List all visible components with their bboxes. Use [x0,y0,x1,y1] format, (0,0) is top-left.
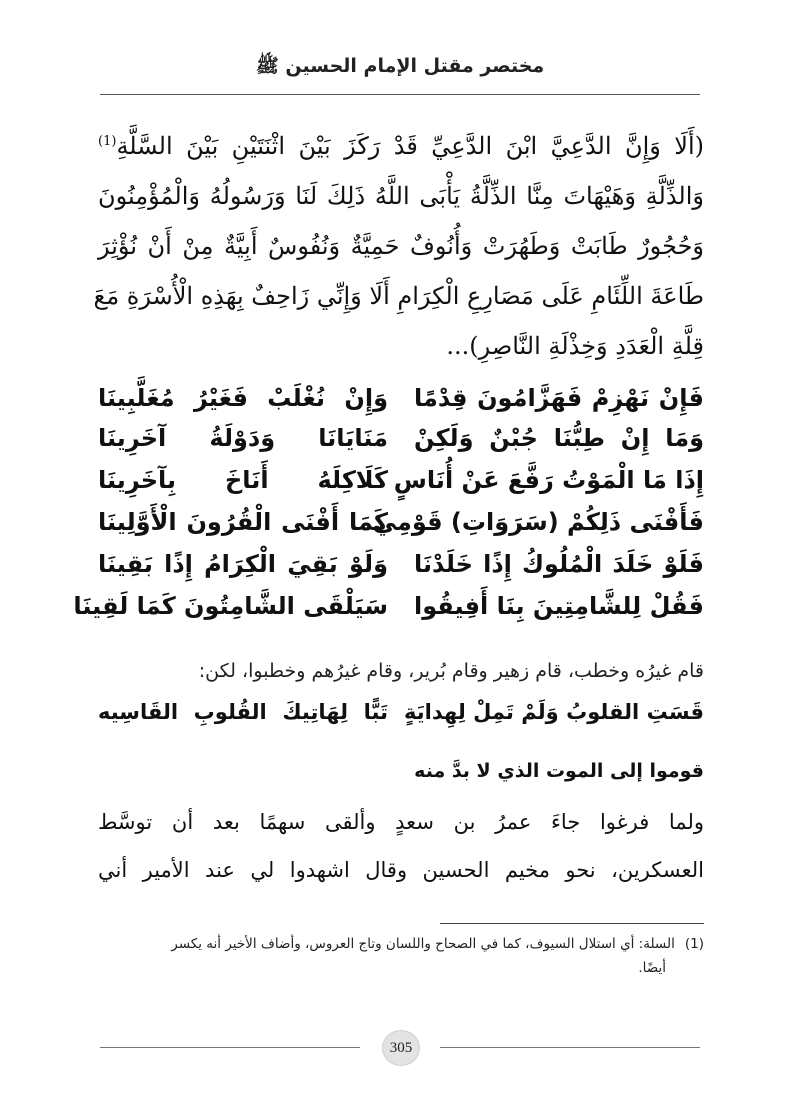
poem-verse [98,508,704,548]
verse-first-hemistich: إِذَا مَا الْمَوْتُ رَفَّعَ عَنْ أُنَاسٍ [393,466,704,494]
poem-verse [98,384,704,424]
verse-first-hemistich: قَسَتِ القلوبُ وَلَمْ تَمِلْ لِهِدايَةٍ [404,700,704,724]
body-line: العسكرين، نحو مخيم الحسين وقال اشهدوا لي عند الأمير أني [98,858,704,882]
verse-second-hemistich: سَيَلْقَى الشَّامِتُونَ كَمَا لَقِينَا [73,592,388,620]
verse-first-hemistich: وَمَا إِنْ طِبُّنَا جُبْنٌ وَلَكِنْ [414,424,704,452]
body-line: ولما فرغوا جاءَ عمرُ بن سعدٍ وألقى سهمًا بعد أن توسَّط [98,810,704,834]
speech-line: قِلَّةِ الْعَدَدِ وَخِذْلَةِ النَّاصِرِ)... [446,332,704,360]
poem-verse [98,466,704,506]
verse-second-hemistich: وَلَوْ بَقِيَ الْكِرَامُ إِذًا بَقِينَا [98,550,388,578]
verse-second-hemistich: وَإِنْ نُغْلَبْ فَغَيْرُ مُغَلَّبِينَا [98,384,388,412]
page-number: 305 [382,1030,420,1066]
bold-verse [98,700,704,740]
speech-line: وَالذِّلَّةِ وَهَيْهَاتَ مِنَّا الذِّلَّةُ يَأْبَى اللَّهُ ذَلِكَ لَنَا وَرَسُولُهُ وَالْمُؤْمِنُونَ [98,182,704,210]
speech-line-1-text: (أَلَا وَإِنَّ الدَّعِيَّ ابْنَ الدَّعِيِّ قَدْ رَكَزَ بَيْنَ اثْنَتَيْنِ بَيْنَ السَّلَّةِ [116,132,704,160]
page-number-area [100,1030,700,1066]
verse-first-hemistich: فَأَفْنَى ذَلِكُمْ (سَرَوَاتِ) قَوْمِي [372,508,704,536]
poem-verse [73,592,704,632]
footnote-marker: (1) [684,936,704,952]
verse-first-hemistich: فَإِنْ نَهْزِمْ فَهَزَّامُونَ قِدْمًا [414,384,704,412]
verse-second-hemistich: كَمَا أَفْنَى الْقُرُونَ الْأَوَّلِينَا [98,508,388,536]
section-heading: قوموا إلى الموت الذي لا بدَّ منه [414,760,704,782]
footnote-text: السلة: أي استلال السيوف، كما في الصحاح واللسان وتاج العروس، وأضاف الأخير أنه يكسر [171,936,675,952]
header-divider [100,94,700,95]
page-number-rule-right [440,1047,700,1048]
running-header: مختصر مقتل الإمام الحسين ﷺ [255,55,545,77]
footnote-continuation: أيضًا. [638,960,666,976]
footnote-divider [440,923,704,924]
speech-line [98,132,704,160]
page-number-rule-left [100,1047,360,1048]
poem-verse [98,424,704,464]
verse-first-hemistich: فَقُلْ لِلشَّامِتِينَ بِنَا أَفِيقُوا [414,592,704,620]
verse-second-hemistich: تَبًّا لِهَاتِيكَ القُلوبِ القَاسِيه [98,700,388,724]
verse-second-hemistich: مَنَايَانَا وَدَوْلَةُ آخَرِينَا [98,424,388,452]
footnote-reference: (1) [98,134,117,149]
verse-first-hemistich: فَلَوْ خَلَدَ الْمُلُوكُ إِذًا خَلَدْنَا [414,550,704,578]
footnote-first-line [98,932,704,956]
speech-line: وَحُجُورٌ طَابَتْ وَطَهُرَتْ وَأُنُوفٌ حَمِيَّةٌ وَنُفُوسٌ أَبِيَّةٌ مِنْ أَنْ نُؤْثِرَ [98,232,704,260]
verse-second-hemistich: كَلَاكِلَهُ أَنَاخَ بِآخَرِينَا [98,466,388,494]
prose-line: قام غيرُه وخطب، قام زهير وقام بُرير، وقام غيرُهم وخطبوا، لكن: [198,660,704,682]
poem-verse [98,550,704,590]
speech-line: طَاعَةَ اللِّئَامِ عَلَى مَصَارِعِ الْكِرَامِ أَلَا وَإِنِّي زَاحِفٌ بِهَذِهِ الْأُسْرَةِ مَعَ [93,282,704,310]
footnote [98,932,704,980]
